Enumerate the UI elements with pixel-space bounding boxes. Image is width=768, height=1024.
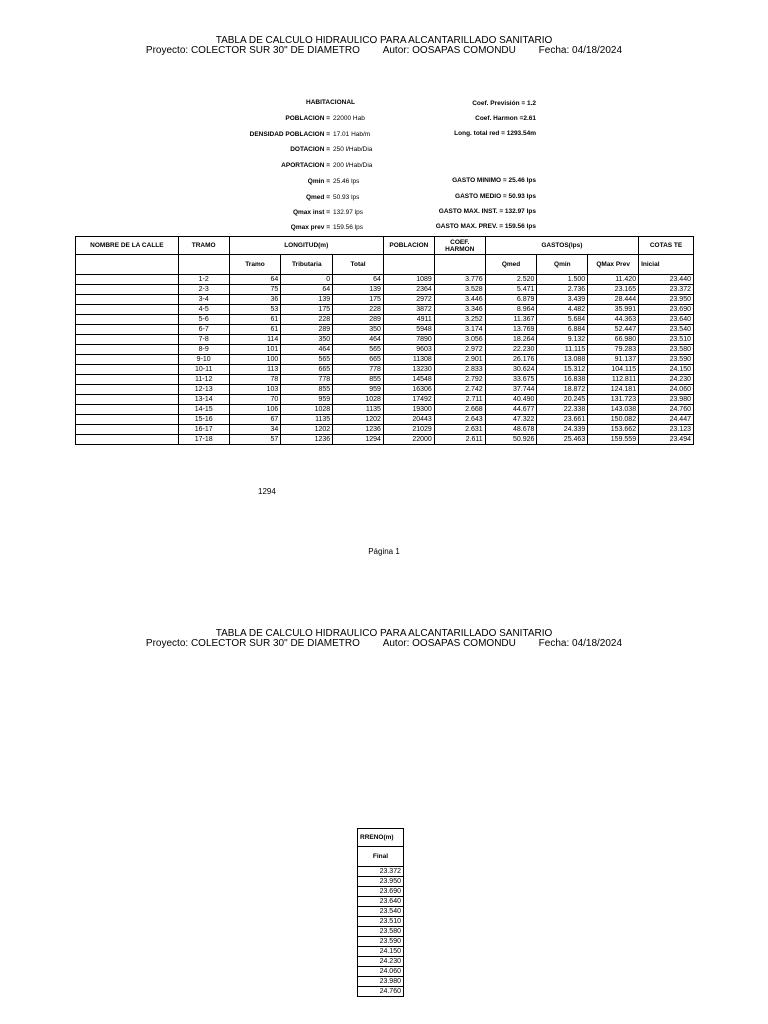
cell-total: 350 [333,325,384,335]
table-clip [0,0,694,500]
cell-qmax: 35.991 [588,305,639,315]
cell-harmon: 2.631 [434,425,485,435]
col-cotas: COTAS TE [639,237,694,255]
cell-total: 665 [333,355,384,365]
cell-qmin: 25.463 [537,435,588,445]
cell-inicial: 23.980 [639,395,694,405]
cell-tramo: 13-14 [178,395,229,405]
cell-harmon: 3.776 [434,275,485,285]
document-header-page2 [0,629,768,649]
cell-harmon: 2.611 [434,435,485,445]
cell-trib: 464 [281,345,333,355]
cell-qmed: 8.964 [485,305,537,315]
cell-qmed: 48.678 [485,425,537,435]
cell-long: 67 [229,415,281,425]
cell-calle [76,395,179,405]
cell-calle [76,425,179,435]
gasto-medio: GASTO MEDIO = 50.93 lps [455,193,536,200]
cell-long: 101 [229,345,281,355]
cont-row [358,967,404,977]
cell-pob: 2972 [383,295,434,305]
cell-inicial: 23.440 [639,275,694,285]
cell-qmed: 47.322 [485,415,537,425]
sub-tramo: Tramo [229,255,281,275]
cell-qmin: 1.500 [537,275,588,285]
continuation-table [357,828,404,997]
cont-row [358,987,404,997]
cell-qmax: 44.363 [588,315,639,325]
cell-inicial: 24.060 [639,385,694,395]
cell-harmon: 2.668 [434,405,485,415]
cell-qmed: 33.675 [485,375,537,385]
cell-qmin: 16.838 [537,375,588,385]
cell-qmed: 11.367 [485,315,537,325]
cont-row [358,867,404,877]
cell-calle [76,405,179,415]
cell-qmax: 66.980 [588,335,639,345]
coef-harmon: Coef. Harmon =2.61 [475,115,536,122]
table-row [76,415,694,425]
table-row [76,405,694,415]
cell-total: 175 [333,295,384,305]
cont-row [358,957,404,967]
calculation-table [75,236,694,445]
cell-pob: 1089 [383,275,434,285]
cell-inicial: 23.510 [639,335,694,345]
header-row-1 [76,237,694,255]
cell-total: 464 [333,335,384,345]
cell-calle [76,365,179,375]
cell-trib: 139 [281,295,333,305]
date: Fecha: 04/18/2024 [538,45,623,56]
col-gastos: GASTOS(lps) [485,237,638,255]
cell-pob: 7890 [383,335,434,345]
cell-pob: 3872 [383,305,434,315]
cell-trib: 565 [281,355,333,365]
gasto-max-inst: GASTO MAX. INST. = 132.97 lps [438,208,536,215]
cell-tramo: 1-2 [178,275,229,285]
cell-total: 289 [333,315,384,325]
col-longitud: LONGITUD(m) [229,237,383,255]
cell-long: 57 [229,435,281,445]
cell-qmed: 6.879 [485,295,537,305]
cell-harmon: 3.346 [434,305,485,315]
sub-qmaxprev: QMax Prev [588,255,639,275]
cell-inicial: 23.580 [639,345,694,355]
table-row [76,345,694,355]
cell-harmon: 2.972 [434,345,485,355]
cell-qmed: 22.230 [485,345,537,355]
cell-final: 24.760 [358,987,404,997]
cell-qmax: 131.723 [588,395,639,405]
cell-pob: 14548 [383,375,434,385]
cell-qmed: 5.471 [485,285,537,295]
cell-long: 100 [229,355,281,365]
cell-tramo: 15-16 [178,415,229,425]
table-row [76,275,694,285]
date: Fecha: 04/18/2024 [538,638,623,649]
cell-qmax: 104.115 [588,365,639,375]
cell-tramo: 2-3 [178,285,229,295]
cell-calle [76,345,179,355]
cell-calle [76,285,179,295]
cell-total: 959 [333,385,384,395]
cell-total: 228 [333,305,384,315]
cell-tramo: 16-17 [178,425,229,435]
cell-trib: 778 [281,375,333,385]
table-row [76,295,694,305]
cell-long: 36 [229,295,281,305]
qmaxinst-value: 132.97 lps [333,209,363,216]
cell-long: 114 [229,335,281,345]
cell-qmin: 5.684 [537,315,588,325]
document-subtitle [0,639,768,649]
cell-final: 23.540 [358,907,404,917]
cont-row [358,887,404,897]
sub-qmed: Qmed [485,255,537,275]
cell-total: 1028 [333,395,384,405]
cell-pob: 5948 [383,325,434,335]
cell-calle [76,315,179,325]
cell-total: 1135 [333,405,384,415]
table-row [76,335,694,345]
cell-qmed: 50.926 [485,435,537,445]
cell-total: 778 [333,365,384,375]
cell-harmon: 2.742 [434,385,485,395]
cell-calle [76,415,179,425]
sub-qmin: Qmin [537,255,588,275]
cell-qmin: 2.736 [537,285,588,295]
poblacion-value: 22000 Hab [333,115,365,122]
cell-qmin: 3.439 [537,295,588,305]
cell-inicial: 24.447 [639,415,694,425]
table-row [76,305,694,315]
cell-long: 78 [229,375,281,385]
cell-inicial: 23.372 [639,285,694,295]
dotacion-value: 250 l/Hab/Dia [333,146,373,153]
cell-tramo: 12-13 [178,385,229,395]
length-total: 1294 [258,487,276,496]
cell-qmax: 79.283 [588,345,639,355]
table-row [76,365,694,375]
cell-tramo: 10-11 [178,365,229,375]
cell-qmed: 30.624 [485,365,537,375]
table-body [76,275,694,445]
qmed-label: Qmed = [305,194,330,201]
cell-tramo: 3-4 [178,295,229,305]
col-coef-harmon: COEF. HARMON [434,237,485,255]
cell-qmed: 13.769 [485,325,537,335]
sub-empty [434,255,485,275]
cell-trib: 350 [281,335,333,345]
gasto-max-prev: GASTO MAX. PREV. = 159.56 lps [435,223,536,230]
cell-qmin: 15.312 [537,365,588,375]
cell-pob: 9603 [383,345,434,355]
cont-row [358,897,404,907]
cell-qmax: 153.662 [588,425,639,435]
cell-calle [76,435,179,445]
cell-qmed: 2.520 [485,275,537,285]
page-number: Página 1 [368,547,400,556]
cell-long: 113 [229,365,281,375]
cell-harmon: 2.901 [434,355,485,365]
cell-total: 855 [333,375,384,385]
cont-row [358,927,404,937]
cell-qmed: 18.264 [485,335,537,345]
cell-inicial: 24.150 [639,365,694,375]
author: Autor: OOSAPAS COMONDU [382,45,516,56]
cell-tramo: 6-7 [178,325,229,335]
col-calle: NOMBRE DE LA CALLE [76,237,179,255]
densidad-label: DENSIDAD POBLACION = [249,131,330,138]
cell-calle [76,385,179,395]
cell-tramo: 11-12 [178,375,229,385]
cell-inicial: 23.640 [639,315,694,325]
cont-row [358,947,404,957]
cell-qmax: 112.811 [588,375,639,385]
cell-qmed: 26.176 [485,355,537,365]
cell-total: 1202 [333,415,384,425]
sub-empty [76,255,179,275]
cell-trib: 1202 [281,425,333,435]
sub-empty [178,255,229,275]
cell-inicial: 23.950 [639,295,694,305]
cell-trib: 64 [281,285,333,295]
cell-tramo: 5-6 [178,315,229,325]
cell-calle [76,335,179,345]
cell-pob: 17492 [383,395,434,405]
table-row [76,395,694,405]
cell-calle [76,305,179,315]
cell-final: 23.640 [358,897,404,907]
qmin-label: Qmin = [307,178,330,185]
cell-total: 64 [333,275,384,285]
cell-trib: 1135 [281,415,333,425]
cell-trib: 1028 [281,405,333,415]
cell-trib: 855 [281,385,333,395]
cell-final: 24.150 [358,947,404,957]
cell-qmed: 37.744 [485,385,537,395]
cell-qmax: 11.420 [588,275,639,285]
cell-final: 23.980 [358,977,404,987]
cell-pob: 2364 [383,285,434,295]
cell-trib: 1236 [281,435,333,445]
cell-long: 61 [229,325,281,335]
cell-trib: 665 [281,365,333,375]
cell-long: 103 [229,385,281,395]
cell-qmin: 4.482 [537,305,588,315]
long-total-red: Long. total red = 1293.54m [454,130,536,137]
cell-long: 34 [229,425,281,435]
cell-qmax: 159.559 [588,435,639,445]
sub-inicial: Inicial [639,255,694,275]
cell-harmon: 3.446 [434,295,485,305]
table-row [76,285,694,295]
cell-final: 23.690 [358,887,404,897]
cell-qmin: 22.338 [537,405,588,415]
cell-pob: 13230 [383,365,434,375]
cell-trib: 175 [281,305,333,315]
cell-qmin: 18.872 [537,385,588,395]
cont-row [358,917,404,927]
table-row [76,315,694,325]
cell-harmon: 3.056 [434,335,485,345]
cell-harmon: 2.711 [434,395,485,405]
cell-long: 61 [229,315,281,325]
table-row [76,385,694,395]
sub-empty [383,255,434,275]
cell-calle [76,325,179,335]
cell-harmon: 2.792 [434,375,485,385]
cell-tramo: 7-8 [178,335,229,345]
document-title: TABLA DE CALCULO HIDRAULICO PARA ALCANTARILLADO SANITARIO [215,628,553,639]
cell-qmax: 28.444 [588,295,639,305]
header-row-2 [76,255,694,275]
cell-final: 23.590 [358,937,404,947]
cell-qmed: 44.677 [485,405,537,415]
qmaxinst-label: Qmax inst = [292,209,330,216]
table-row [76,325,694,335]
col-tramo: TRAMO [178,237,229,255]
cell-tramo: 17-18 [178,435,229,445]
document-title: TABLA DE CALCULO HIDRAULICO PARA ALCANTARILLADO SANITARIO [215,35,553,46]
cell-qmin: 11.115 [537,345,588,355]
cell-pob: 20443 [383,415,434,425]
cell-tramo: 8-9 [178,345,229,355]
cell-qmax: 150.082 [588,415,639,425]
cell-trib: 0 [281,275,333,285]
cont-row [358,907,404,917]
cell-pob: 16306 [383,385,434,395]
sub-tributaria: Tributaria [281,255,333,275]
cell-pob: 11308 [383,355,434,365]
cell-harmon: 2.643 [434,415,485,425]
cell-calle [76,375,179,385]
cell-qmin: 9.132 [537,335,588,345]
project-name: Proyecto: COLECTOR SUR 30" DE DIAMETRO [145,45,360,56]
habitacional-label: HABITACIONAL [306,99,355,106]
cell-calle [76,355,179,365]
cell-calle [76,275,179,285]
cell-qmin: 13.088 [537,355,588,365]
poblacion-label: POBLACION = [285,115,330,122]
cell-inicial: 23.690 [639,305,694,315]
cont-row [358,877,404,887]
qmaxprev-value: 159.56 lps [333,224,363,231]
continuation-body [358,867,404,997]
cell-inicial: 24.230 [639,375,694,385]
cell-pob: 22000 [383,435,434,445]
cell-final: 24.230 [358,957,404,967]
cell-pob: 4911 [383,315,434,325]
cell-long: 106 [229,405,281,415]
cell-total: 139 [333,285,384,295]
cell-total: 1294 [333,435,384,445]
cell-harmon: 3.528 [434,285,485,295]
cell-inicial: 23.494 [639,435,694,445]
sub-total: Total [333,255,384,275]
cell-final: 23.372 [358,867,404,877]
cell-total: 1236 [333,425,384,435]
densidad-value: 17.01 Hab/m [333,131,371,138]
cell-inicial: 23.590 [639,355,694,365]
cell-pob: 21029 [383,425,434,435]
cell-harmon: 3.174 [434,325,485,335]
cont-header-final: Final [358,847,404,867]
cell-qmax: 23.165 [588,285,639,295]
cont-row [358,977,404,987]
cell-pob: 19300 [383,405,434,415]
qmed-value: 50.93 lps [333,194,360,201]
cell-inicial: 23.123 [639,425,694,435]
cell-qmax: 143.038 [588,405,639,415]
cell-long: 64 [229,275,281,285]
table-row [76,375,694,385]
cell-calle [76,295,179,305]
aportacion-label: APORTACION = [281,162,330,169]
qmin-value: 25.46 lps [333,178,360,185]
dotacion-label: DOTACION = [290,146,330,153]
table-row [76,425,694,435]
cell-final: 23.510 [358,917,404,927]
cell-harmon: 3.252 [434,315,485,325]
cell-inicial: 23.540 [639,325,694,335]
cell-qmed: 40.490 [485,395,537,405]
aportacion-value: 200 l/Hab/Dia [333,162,373,169]
qmaxprev-label: Qmax prev = [290,224,330,231]
cell-final: 23.580 [358,927,404,937]
cell-tramo: 14-15 [178,405,229,415]
cell-trib: 959 [281,395,333,405]
project-name: Proyecto: COLECTOR SUR 30" DE DIAMETRO [145,638,360,649]
coef-prevision: Coef. Previsión = 1.2 [472,100,536,107]
col-poblacion: POBLACION [383,237,434,255]
cell-qmin: 23.661 [537,415,588,425]
cell-trib: 289 [281,325,333,335]
author: Autor: OOSAPAS COMONDU [382,638,516,649]
cell-long: 70 [229,395,281,405]
cell-inicial: 24.760 [639,405,694,415]
cell-final: 24.060 [358,967,404,977]
gasto-minimo: GASTO MINIMO = 25.46 lps [452,177,536,184]
cell-qmin: 6.884 [537,325,588,335]
cell-tramo: 4-5 [178,305,229,315]
cell-tramo: 9-10 [178,355,229,365]
table-row [76,355,694,365]
cont-row [358,937,404,947]
cell-qmax: 52.447 [588,325,639,335]
cell-qmin: 20.245 [537,395,588,405]
cell-long: 53 [229,305,281,315]
table-row [76,435,694,445]
cell-final: 23.950 [358,877,404,887]
cell-qmax: 91.137 [588,355,639,365]
cell-trib: 228 [281,315,333,325]
cell-qmin: 24.339 [537,425,588,435]
cell-long: 75 [229,285,281,295]
cell-total: 565 [333,345,384,355]
cell-harmon: 2.833 [434,365,485,375]
cell-qmax: 124.181 [588,385,639,395]
cont-header-top: RRENO(m) [358,829,404,847]
